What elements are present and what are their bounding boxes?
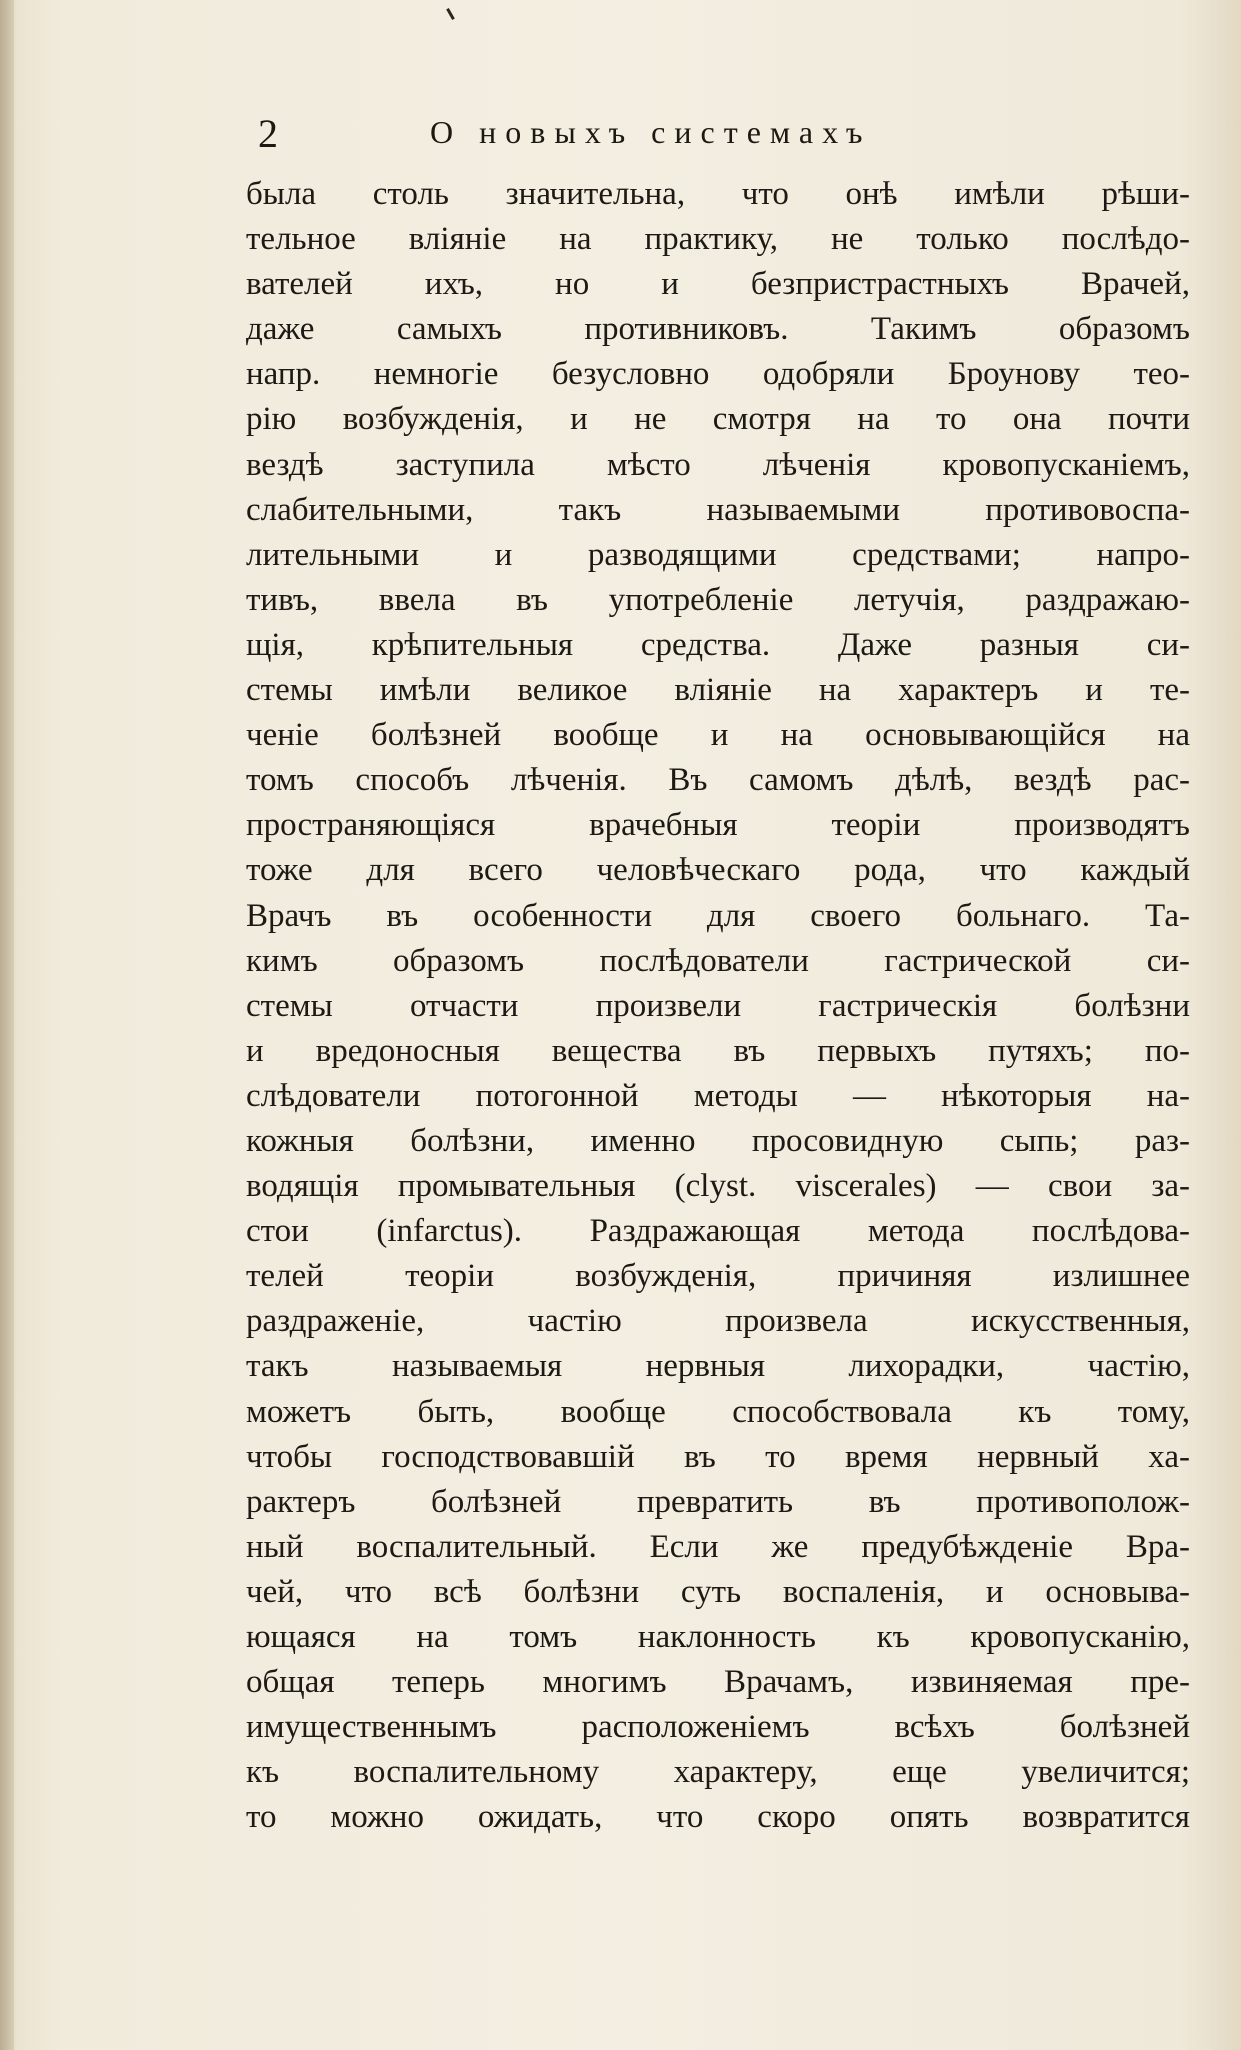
text-line: даже самыхъ противниковъ. Такимъ образомъ bbox=[246, 311, 1190, 348]
text-line: пространяющіяся врачебныя теоріи производятъ bbox=[246, 807, 1190, 844]
text-line: щія, крѣпительныя средства. Даже разныя си- bbox=[246, 626, 1190, 663]
text-line: напр. немногіе безусловно одобряли Броунову тео- bbox=[246, 356, 1190, 393]
text-line: раздраженіе, частію произвела искусственныя, bbox=[246, 1303, 1190, 1340]
text-line: можетъ быть, вообще способствовала къ тому, bbox=[246, 1393, 1190, 1430]
text-line: ченіе болѣзней вообще и на основывающійся на bbox=[246, 717, 1190, 754]
text-line: лительными и разводящими средствами; напро- bbox=[246, 536, 1190, 573]
text-line: къ воспалительному характеру, еще увеличится; bbox=[246, 1754, 1190, 1791]
text-line: рію возбужденія, и не смотря на то она почти bbox=[246, 401, 1190, 438]
running-title: О новыхъ системахъ bbox=[430, 114, 872, 150]
text-line: тельное вліяніе на практику, не только послѣдо- bbox=[246, 221, 1190, 258]
text-line: водящія промывательныя (clyst. viscerales) — свои за- bbox=[246, 1168, 1190, 1205]
text-line: чей, что всѣ болѣзни суть воспаленія, и основыва- bbox=[246, 1573, 1190, 1610]
text-line: ный воспалительный. Если же предубѣжденіе Вра- bbox=[246, 1528, 1190, 1565]
text-line: тоже для всего человѣческаго рода, что каждый bbox=[246, 852, 1190, 889]
text-line: тивъ, ввела въ употребленіе летучія, раздражаю- bbox=[246, 581, 1190, 618]
text-line: стои (infarctus). Раздражающая метода послѣдова- bbox=[246, 1213, 1190, 1250]
text-line: была столь значительна, что онѣ имѣли рѣши- bbox=[246, 176, 1190, 212]
text-line: слабительными, такъ называемыми противовоспа- bbox=[246, 491, 1190, 528]
text-line: кожныя болѣзни, именно просовидную сыпь; раз- bbox=[246, 1122, 1190, 1159]
ink-speck bbox=[446, 8, 455, 20]
text-line: такъ называемыя нервныя лихорадки, частію, bbox=[246, 1348, 1190, 1385]
text-line: телей теоріи возбужденія, причиняя излишнее bbox=[246, 1258, 1190, 1295]
text-line: вателей ихъ, но и безпристрастныхъ Врачей, bbox=[246, 266, 1190, 303]
text-line: слѣдователи потогонной методы — нѣкоторыя на- bbox=[246, 1077, 1190, 1114]
page-header bbox=[250, 110, 1190, 166]
page-number: 2 bbox=[258, 111, 278, 156]
text-line: вездѣ заступила мѣсто лѣченія кровопусканіемъ, bbox=[246, 446, 1190, 483]
text-line: чтобы господствовавшій въ то время нервный ха- bbox=[246, 1438, 1190, 1475]
text-line: рактеръ болѣзней превратить въ противополож- bbox=[246, 1483, 1190, 1520]
body-text bbox=[246, 172, 1190, 1840]
text-line: имущественнымъ расположеніемъ всѣхъ болѣзней bbox=[246, 1709, 1190, 1746]
page-binding-edge bbox=[0, 0, 14, 2050]
text-line: ющаяся на томъ наклонность къ кровопусканію, bbox=[246, 1619, 1190, 1655]
text-line: стемы имѣли великое вліяніе на характеръ и те- bbox=[246, 672, 1190, 709]
text-line: и вредоносныя вещества въ первыхъ путяхъ; по- bbox=[246, 1032, 1190, 1069]
text-line: Врачъ въ особенности для своего больнаго. Та- bbox=[246, 897, 1190, 934]
text-line: томъ способъ лѣченія. Въ самомъ дѣлѣ, вездѣ рас- bbox=[246, 762, 1190, 799]
text-line: общая теперь многимъ Врачамъ, извиняемая пре- bbox=[246, 1664, 1190, 1701]
text-line: стемы отчасти произвели гастрическія болѣзни bbox=[246, 987, 1190, 1024]
text-line: кимъ образомъ послѣдователи гастрической си- bbox=[246, 942, 1190, 979]
text-line: то можно ожидать, что скоро опять возвратится bbox=[246, 1799, 1190, 1836]
